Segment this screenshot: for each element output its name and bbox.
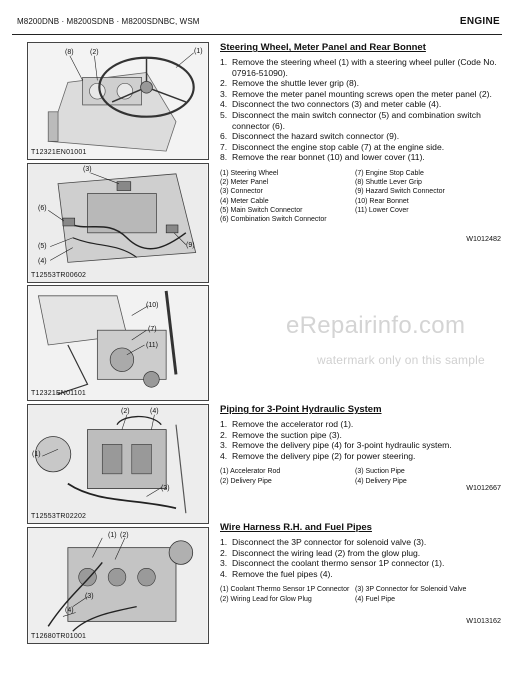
meter-panel-connectors-illustration (28, 164, 208, 282)
model-list: M8200DNB · M8200SDNB · M8200SDNBC, WSM (17, 17, 200, 26)
part-label: (5) Main Switch Connector (220, 206, 303, 214)
part-label: (4) Meter Cable (220, 197, 269, 205)
figure-code: T12553TR02202 (31, 513, 87, 520)
section-name: ENGINE (459, 16, 500, 27)
figure-rear-bonnet (27, 285, 209, 401)
step-item: 2. Disconnect the wiring lead (2) from the glow plug. (220, 547, 421, 558)
callout-7: (7) (148, 326, 157, 333)
step-item: 3. Remove the meter panel mounting screws open the meter panel (2). (220, 88, 492, 99)
part-label: (3) 3P Connector for Solenoid Valve (355, 586, 467, 594)
figure-meter-connectors (27, 163, 209, 283)
step-item: 1. Remove the steering wheel (1) with a steering wheel puller (Code No. 07916-51090). (220, 57, 497, 78)
part-label: (1) Accelerator Rod (220, 468, 281, 476)
step-item: 3. Remove the delivery pipe (4) for 3-point hydraulic system. (220, 440, 452, 451)
steering-wheel-meter-panel-illustration (28, 43, 208, 159)
figure-code: T12553TR00602 (31, 272, 87, 279)
part-label: (7) Engine Stop Cable (355, 169, 424, 177)
part-label: (2) Meter Panel (220, 179, 269, 187)
figure-steering-wheel (27, 42, 209, 160)
part-label: (4) Fuel Pipe (355, 595, 396, 603)
callout-2: (2) (90, 49, 99, 56)
part-label: (8) Shuttle Lever Grip (355, 179, 422, 187)
callout-4: (4) (150, 408, 159, 415)
step-item: 4. Remove the fuel pipes (4). (220, 568, 333, 579)
callout-10: (10) (146, 302, 159, 309)
section-title: Piping for 3-Point Hydraulic System (220, 404, 382, 415)
callout-2: (2) (120, 532, 129, 539)
part-label: (2) Wiring Lead for Glow Plug (220, 595, 312, 603)
figure-code: T12321EN01001 (31, 149, 87, 156)
step-list (220, 57, 503, 163)
section-code: W1012482 (466, 234, 501, 243)
callout-1: (1) (32, 451, 41, 458)
step-item: 3. Disconnect the coolant thermo sensor 1P connector (1). (220, 558, 445, 569)
figure-code: T12680TR01001 (31, 633, 87, 640)
callout-1: (1) (108, 532, 117, 539)
part-label: (1) Coolant Thermo Sensor 1P Connector (220, 586, 350, 594)
page-header (12, 13, 502, 35)
watermark-text: eRepairinfo.com (286, 312, 466, 339)
step-list (220, 419, 503, 461)
callout-4: (4) (38, 258, 47, 265)
part-label: (1) Steering Wheel (220, 169, 279, 177)
step-item: 5. Disconnect the main switch connector (5) and combination switch connector (6). (220, 109, 481, 131)
section-title: Steering Wheel, Meter Panel and Rear Bonnet (220, 42, 426, 53)
section-title: Wire Harness R.H. and Fuel Pipes (220, 522, 372, 533)
section-steering-wheel (220, 42, 503, 224)
step-item: 4. Disconnect the two connectors (3) and meter cable (4). (220, 99, 442, 110)
step-item: 6. Disconnect the hazard switch connector (9). (220, 131, 400, 142)
section-hydraulic (220, 404, 503, 486)
parts-legend (220, 169, 503, 224)
section-code: W1012667 (466, 483, 501, 492)
callout-1: (1) (194, 48, 203, 55)
parts-legend (220, 585, 503, 603)
step-list (220, 537, 503, 579)
callout-2: (2) (121, 408, 130, 415)
part-label: (9) Hazard Switch Connector (355, 188, 445, 196)
step-item: 1. Disconnect the 3P connector for solenoid valve (3). (220, 537, 427, 547)
section-wire-harness (220, 522, 503, 604)
figure-code: T12321EN01101 (31, 390, 87, 397)
callout-3: (3) (161, 485, 170, 492)
step-item: 7. Disconnect the engine stop cable (7) at the engine side. (220, 141, 445, 152)
rear-bonnet-illustration (28, 286, 208, 400)
part-label: (2) Delivery Pipe (220, 477, 272, 485)
part-label: (4) Delivery Pipe (355, 477, 407, 485)
callout-11: (11) (146, 342, 158, 349)
figure-wire-harness (27, 527, 209, 644)
callout-4: (4) (65, 607, 74, 614)
part-label: (3) Suction Pipe (355, 468, 405, 476)
callout-5: (5) (38, 243, 47, 250)
part-label: (3) Connector (220, 188, 263, 196)
callout-8: (8) (65, 49, 74, 56)
part-label: (10) Rear Bonnet (355, 197, 409, 205)
step-item: 8. Remove the rear bonnet (10) and lower cover (11). (220, 152, 425, 163)
callout-6: (6) (38, 205, 47, 212)
step-item: 4. Remove the delivery pipe (2) for power steering. (220, 450, 416, 461)
part-label: (11) Lower Cover (355, 206, 409, 214)
callout-3: (3) (85, 593, 94, 600)
parts-legend (220, 467, 503, 485)
section-code: W1013162 (466, 616, 501, 625)
step-item: 1. Remove the accelerator rod (1). (220, 419, 354, 429)
figure-hydraulic-piping (27, 404, 209, 524)
step-item: 2. Remove the suction pipe (3). (220, 429, 342, 440)
part-label (355, 215, 495, 224)
callout-3: (3) (83, 166, 92, 173)
hydraulic-piping-illustration (28, 405, 208, 523)
wire-harness-fuel-pipes-illustration (28, 528, 208, 643)
step-item: 2. Remove the shuttle lever grip (8). (220, 78, 360, 89)
part-label: (6) Combination Switch Connector (220, 215, 327, 223)
callout-9: (9) (186, 242, 195, 249)
watermark-note: watermark only on this sample (317, 353, 485, 367)
